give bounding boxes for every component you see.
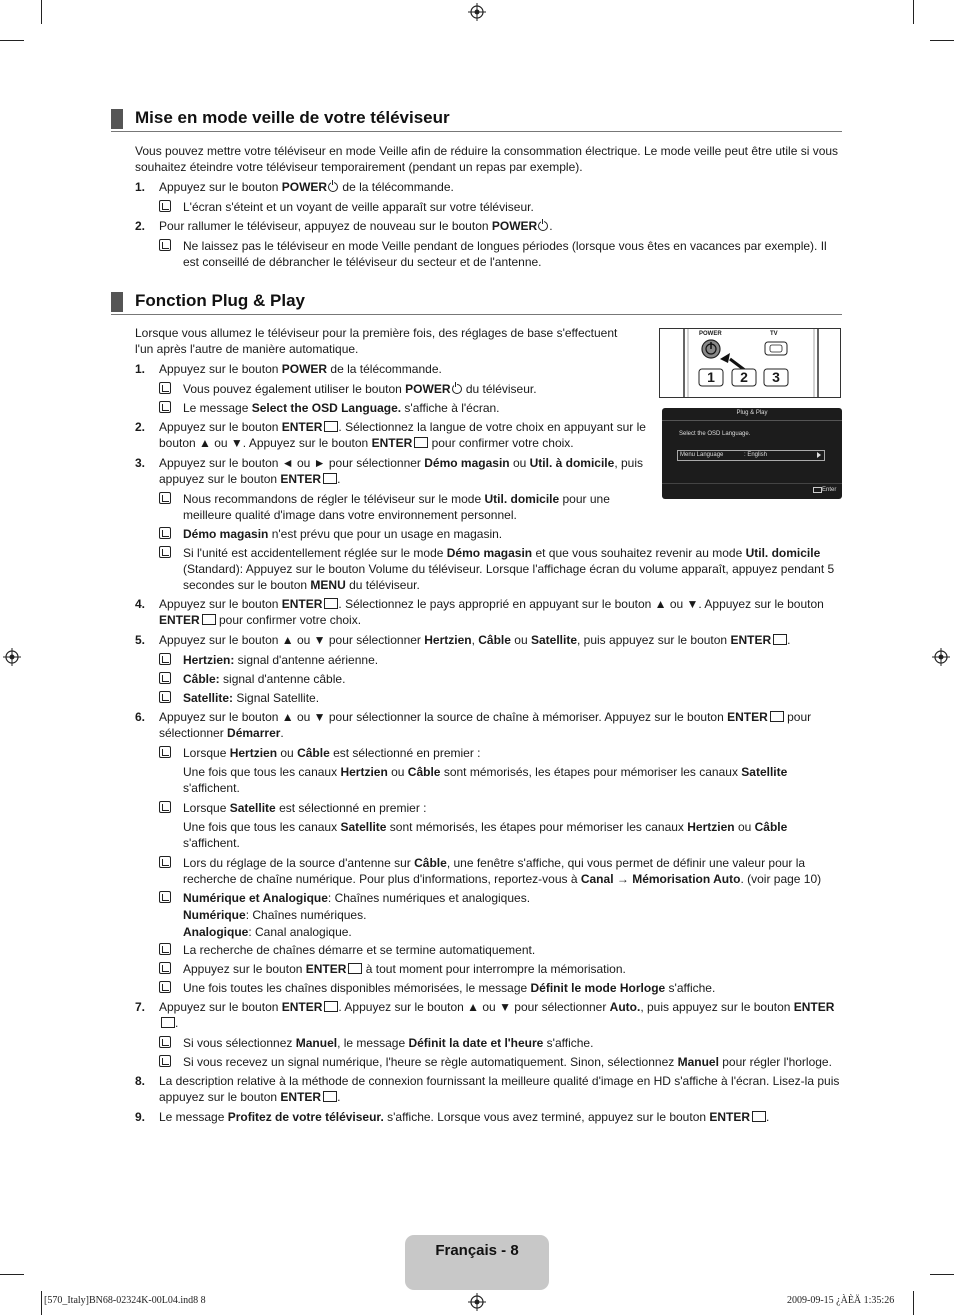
crop-mark (41, 0, 42, 24)
note-icon (159, 492, 171, 504)
crop-mark (913, 1291, 914, 1315)
note: Lorsque Satellite est sélectionné en premier : (135, 800, 841, 816)
note: Le message Select the OSD Language. s'affiche à l'écran. (135, 400, 841, 416)
osd-enter-label: Enter (822, 487, 837, 493)
note-icon (159, 691, 171, 703)
note: Numérique et Analogique: Chaînes numériques et analogiques. (135, 890, 841, 906)
note-icon (159, 1036, 171, 1048)
intro-paragraph: Vous pouvez mettre votre téléviseur en mode Veille afin de réduire la consommation électrique. Le mode veille peut être utile si vous souhaitez éteindre votre téléviseur temporairement (pendant un repas par exemple). (135, 144, 839, 174)
note-icon (159, 943, 171, 955)
note-icon (159, 239, 171, 251)
note-icon (159, 546, 171, 558)
step-number: 8. (135, 1074, 146, 1088)
note: Appuyez sur le bouton ENTER à tout moment pour interrompre la mémorisation. (135, 961, 841, 977)
step-number: 4. (135, 597, 146, 611)
note: Démo magasin n'est prévu que pour un usage en magasin. (135, 526, 841, 542)
note: L'écran s'éteint et un voyant de veille apparaît sur votre téléviseur. (135, 199, 841, 215)
note-detail: Une fois que tous les canaux Hertzien ou Câble sont mémorisés, les étapes pour mémoriser les canaux Satellite s'affichent. (183, 765, 788, 795)
number-key-1: 1 (707, 369, 715, 385)
step-4: 4. Appuyez sur le bouton ENTER . Sélectionnez le pays approprié en appuyant sur le bouton ▲ ou ▼. Appuyez sur le bouton ENTER pour confirmer votre choix. (135, 597, 824, 627)
note-icon (159, 672, 171, 684)
section-body-plug-and-play (135, 325, 841, 1129)
step-3: 3. Appuyez sur le bouton ◄ ou ► pour sélectionner Démo magasin ou Util. à domicile, puis appuyez sur le bouton ENTER . (135, 456, 643, 486)
step-9: 9. Le message Profitez de votre téléviseur. s'affiche. Lorsque vous avez terminé, appuyez sur le bouton ENTER . (135, 1110, 770, 1124)
step-number: 7. (135, 1000, 146, 1014)
note-icon (159, 200, 171, 212)
step-1: 1. Appuyez sur le bouton POWER de la télécommande. (135, 362, 442, 376)
step-5: 5. Appuyez sur le bouton ▲ ou ▼ pour sélectionner Hertzien, Câble ou Satellite, puis appuyez sur le bouton ENTER . (135, 633, 791, 647)
osd-field-label: Menu Language (680, 452, 724, 458)
enter-icon (752, 1111, 766, 1122)
osd-prompt: Select the OSD Language. (679, 431, 751, 437)
enter-icon (324, 598, 338, 609)
step-number: 1. (135, 362, 146, 376)
step-number: 6. (135, 710, 146, 724)
enter-icon (348, 963, 362, 974)
note-icon (159, 856, 171, 868)
note-icon (159, 801, 171, 813)
note-icon (159, 1055, 171, 1067)
step-number: 2. (135, 219, 146, 233)
imprint-file: [570_Italy]BN68-02324K-00L04.ind8 8 (44, 1295, 206, 1306)
note: Câble: signal d'antenne câble. (135, 671, 841, 687)
number-key-3: 3 (772, 369, 780, 385)
crop-mark (41, 1291, 42, 1315)
step-number: 2. (135, 420, 146, 434)
crop-mark (930, 40, 954, 41)
registration-mark-icon (3, 648, 21, 666)
note: Ne laissez pas le téléviseur en mode Veille pendant de longues périodes (lorsque vous êtes en vacances par exemple). Il est conseillé de débrancher le téléviseur du secteur et de l'antenne. (135, 238, 841, 270)
power-icon (452, 384, 462, 394)
crop-mark (0, 40, 24, 41)
note-detail: Numérique: Chaînes numériques. (183, 908, 367, 922)
enter-icon (323, 473, 337, 484)
crop-mark (0, 1274, 24, 1275)
note: Lorsque Hertzien ou Câble est sélectionné en premier : (135, 745, 841, 761)
step-number: 9. (135, 1110, 146, 1124)
note: Une fois toutes les chaînes disponibles mémorisées, le message Définit le mode Horloge s'affiche. (135, 980, 841, 996)
note-detail: Analogique: Canal analogique. (183, 925, 352, 939)
osd-field-value: : English (744, 452, 768, 458)
note: La recherche de chaînes démarre et se termine automatiquement. (135, 942, 841, 958)
enter-icon (414, 437, 428, 448)
registration-mark-icon (932, 648, 950, 666)
page-number-tab (405, 1235, 549, 1290)
section-title: Fonction Plug & Play (135, 291, 306, 310)
enter-icon (324, 1001, 338, 1012)
power-icon (328, 182, 338, 192)
crop-mark (930, 1274, 954, 1275)
note-icon (159, 527, 171, 539)
enter-icon (770, 711, 784, 722)
note: Satellite: Signal Satellite. (135, 690, 841, 706)
tv-key-label: TV (770, 331, 778, 337)
step-7: 7. Appuyez sur le bouton ENTER . Appuyez sur le bouton ▲ ou ▼ pour sélectionner Auto., puis appuyez sur le bouton ENTER. (135, 1000, 835, 1030)
section-heading-plug-and-play (111, 292, 842, 315)
enter-icon (161, 1017, 175, 1028)
note-icon (159, 382, 171, 394)
note: Si vous recevez un signal numérique, l'heure se règle automatiquement. Sinon, sélectionnez Manuel pour régler l'horloge. (135, 1054, 841, 1070)
step-number: 3. (135, 456, 146, 470)
enter-icon (773, 634, 787, 645)
number-key-2: 2 (740, 369, 748, 385)
section-heading-standby (111, 109, 842, 132)
section-body-standby (135, 143, 841, 273)
osd-title: Plug & Play (736, 410, 768, 416)
heading-bar (111, 109, 123, 129)
enter-icon (324, 421, 338, 432)
note: Lors du réglage de la source d'antenne sur Câble, une fenêtre s'affiche, qui vous permet de définir une valeur pour la recherche de chaîne numérique. Pour plus d'informations, reportez-vous à Canal → Mémorisation Auto. (voir page 10) (135, 855, 841, 887)
note-icon (159, 653, 171, 665)
step-number: 5. (135, 633, 146, 647)
step-number: 1. (135, 180, 146, 194)
imprint-timestamp: 2009-09-15 ¿ÀÈÄ 1:35:26 (787, 1295, 895, 1306)
note: Nous recommandons de régler le téléviseur sur le mode Util. domicile pour une meilleure qualité d'image dans votre environnement personnel. (135, 491, 623, 523)
note-detail: Une fois que tous les canaux Satellite sont mémorisés, les étapes pour mémoriser les canaux Hertzien ou Câble s'affichent. (183, 820, 788, 850)
step-2: 2. Appuyez sur le bouton ENTER . Sélectionnez la langue de votre choix en appuyant sur le bouton ▲ ou ▼. Appuyez sur le bouton ENTER pour confirmer votre choix. (135, 420, 646, 450)
heading-bar (111, 292, 123, 312)
note: Si vous sélectionnez Manuel, le message Définit la date et l'heure s'affiche. (135, 1035, 841, 1051)
note-icon (159, 746, 171, 758)
step-1: 1. Appuyez sur le bouton POWER de la télécommande. (135, 180, 454, 194)
registration-mark-icon (468, 3, 486, 21)
enter-icon (202, 614, 216, 625)
section-title: Mise en mode veille de votre téléviseur (135, 108, 450, 127)
registration-mark-icon (468, 1293, 486, 1311)
step-2: 2. Pour rallumer le téléviseur, appuyez de nouveau sur le bouton POWER . (135, 219, 553, 233)
power-key-label: POWER (699, 331, 722, 337)
crop-mark (913, 0, 914, 24)
step-6: 6. Appuyez sur le bouton ▲ ou ▼ pour sélectionner la source de chaîne à mémoriser. Appuyez sur le bouton ENTER pour sélectionner Démarrer. (135, 710, 812, 740)
intro-paragraph: Lorsque vous allumez le téléviseur pour la première fois, des réglages de base s'effectuent l'un après l'autre de manière automatique. (135, 326, 618, 356)
enter-icon (323, 1091, 337, 1102)
note-icon (159, 891, 171, 903)
note-icon (159, 981, 171, 993)
page-number: Français - 8 (435, 1242, 519, 1259)
step-8: 8. La description relative à la méthode de connexion fournissant la meilleure qualité d'image en HD s'affiche à l'écran. Lisez-la puis appuyez sur le bouton ENTER . (135, 1074, 840, 1104)
power-icon (538, 221, 548, 231)
note: Si l'unité est accidentellement réglée sur le mode Démo magasin et que vous souhaitez revenir au mode Util. domicile (Standard): Appuyez sur le bouton Volume du téléviseur. Lorsque l'affichage écran du volume apparaît, appuyez pendant 5 secondes sur le bouton MENU du téléviseur. (135, 545, 841, 593)
note-icon (159, 401, 171, 413)
note: Vous pouvez également utiliser le bouton POWER du téléviseur. (135, 381, 841, 397)
note: Hertzien: signal d'antenne aérienne. (135, 652, 841, 668)
note-icon (159, 962, 171, 974)
